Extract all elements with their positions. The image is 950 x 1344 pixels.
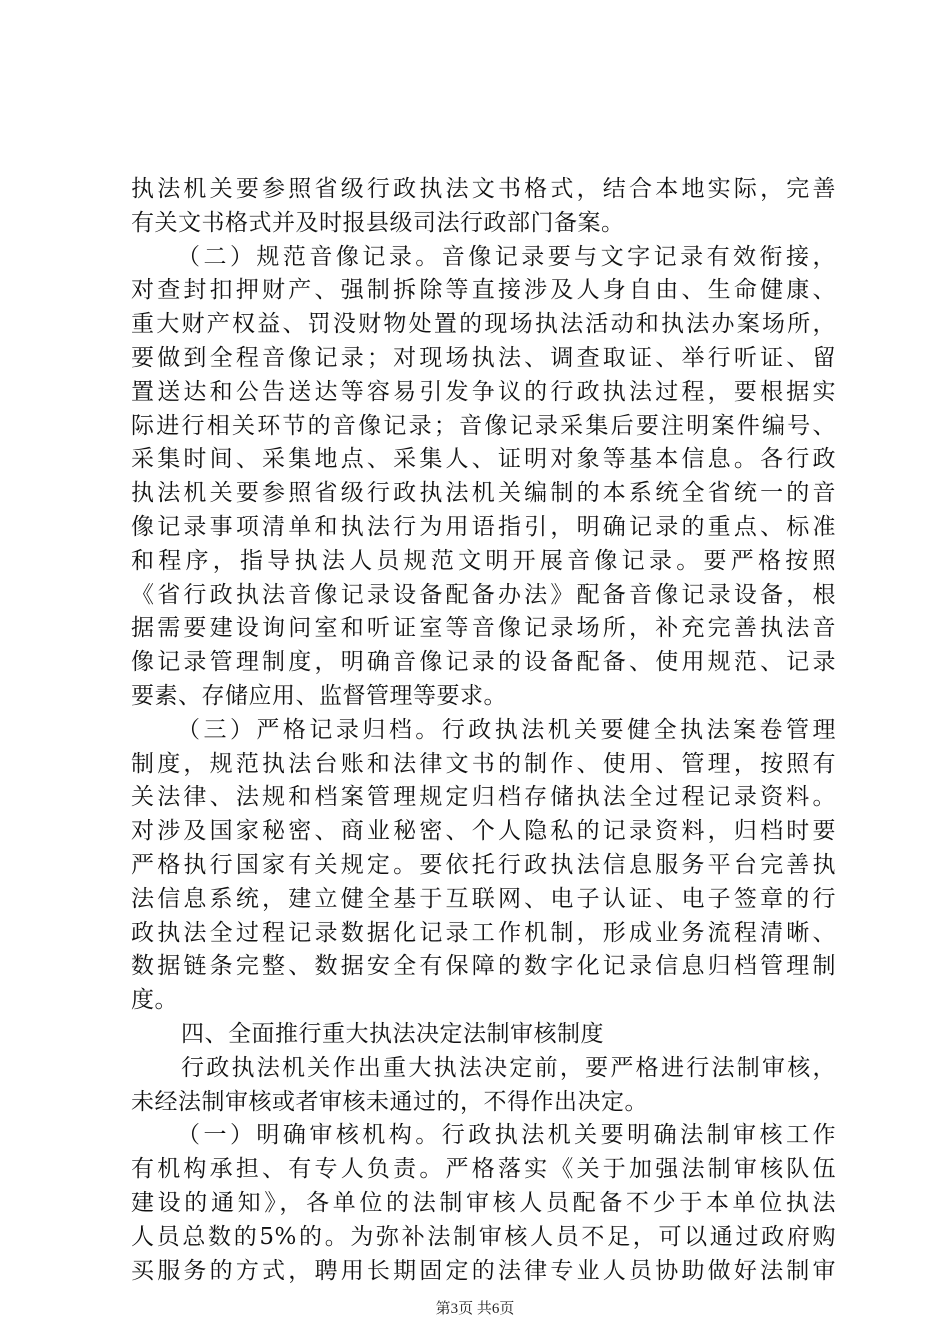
text-line: 度。 (131, 987, 178, 1014)
text-line: 法信息系统，建立健全基于互联网、电子认证、电子签章的行 (131, 885, 836, 912)
text-line: 四、全面推行重大执法决定法制审核制度 (181, 1020, 604, 1047)
text-line: 数据链条完整、数据安全有保障的数字化记录信息归档管理制 (131, 953, 836, 980)
text-line: 执法机关要参照省级行政执法机关编制的本系统全省统一的音 (131, 480, 836, 507)
text-line: 有机构承担、有专人负责。严格落实《关于加强法制审核队伍 (131, 1156, 836, 1183)
text-line: （一）明确审核机构。行政执法机关要明确法制审核工作 (177, 1122, 836, 1149)
text-line: （三）严格记录归档。行政执法机关要健全执法案卷管理 (177, 716, 836, 743)
text-line: 要素、存储应用、监督管理等要求。 (131, 682, 507, 709)
text-line: 买服务的方式，聘用长期固定的法律专业人员协助做好法制审 (131, 1257, 836, 1284)
text-line: 政执法全过程记录数据化记录工作机制，形成业务流程清晰、 (131, 919, 836, 946)
text-line: 《省行政执法音像记录设备配备办法》配备音像记录设备，根 (131, 581, 836, 608)
text-line: 和程序，指导执法人员规范文明开展音像记录。要严格按照 (131, 547, 836, 574)
text-line: 人员总数的5%的。为弥补法制审核人员不足，可以通过政府购 (131, 1223, 836, 1250)
text-line: （二）规范音像记录。音像记录要与文字记录有效衔接， (177, 243, 836, 270)
text-line: 际进行相关环节的音像记录；音像记录采集后要注明案件编号、 (131, 412, 836, 439)
text-line: 置送达和公告送达等容易引发争议的行政执法过程，要根据实 (131, 378, 836, 405)
text-line: 像记录管理制度，明确音像记录的设备配备、使用规范、记录 (131, 649, 836, 676)
document-body (131, 173, 836, 1288)
text-line: 建设的通知》，各单位的法制审核人员配备不少于本单位执法 (131, 1189, 836, 1216)
text-line: 有关文书格式并及时报县级司法行政部门备案。 (131, 209, 625, 236)
page-footer: 第3页 共6页 (435, 1301, 515, 1317)
text-line: 制度，规范执法台账和法律文书的制作、使用、管理，按照有 (131, 750, 836, 777)
text-line: 采集时间、采集地点、采集人、证明对象等基本信息。各行政 (131, 446, 836, 473)
text-line: 像记录事项清单和执法行为用语指引，明确记录的重点、标准 (131, 513, 836, 540)
text-line: 要做到全程音像记录；对现场执法、调查取证、举行听证、留 (131, 344, 836, 371)
text-line: 对查封扣押财产、强制拆除等直接涉及人身自由、生命健康、 (131, 277, 836, 304)
text-line: 执法机关要参照省级行政执法文书格式，结合本地实际，完善 (131, 176, 836, 202)
text-line: 对涉及国家秘密、商业秘密、个人隐私的记录资料，归档时要 (131, 818, 836, 845)
text-line: 重大财产权益、罚没财物处置的现场执法活动和执法办案场所， (131, 311, 836, 338)
text-line: 严格执行国家有关规定。要依托行政执法信息服务平台完善执 (131, 851, 836, 878)
text-line: 行政执法机关作出重大执法决定前，要严格进行法制审核， (181, 1054, 836, 1081)
text-line: 据需要建设询问室和听证室等音像记录场所，补充完善执法音 (131, 615, 836, 642)
text-line: 关法律、法规和档案管理规定归档存储执法全过程记录资料。 (131, 784, 836, 811)
text-line: 未经法制审核或者审核未通过的，不得作出决定。 (131, 1088, 648, 1115)
